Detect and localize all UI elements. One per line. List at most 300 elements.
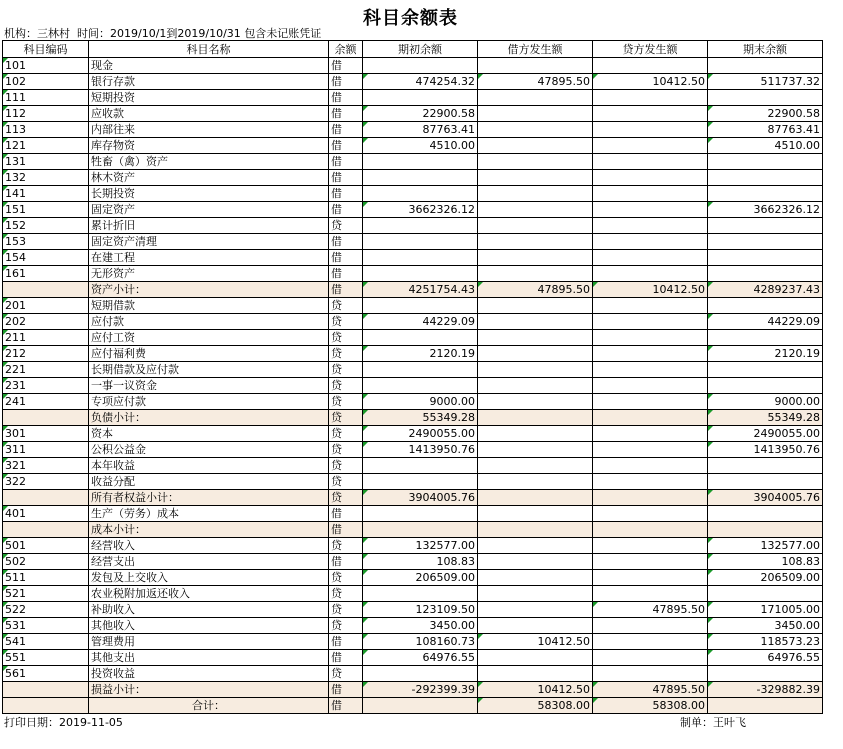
debit-amount-cell[interactable] (478, 234, 593, 250)
account-name-cell[interactable]: 经营收入 (89, 538, 329, 554)
account-name-cell[interactable]: 应收款 (89, 106, 329, 122)
account-code-cell[interactable]: 141 (3, 186, 89, 202)
balance-direction-cell[interactable]: 借 (329, 554, 363, 570)
account-name-cell[interactable]: 长期投资 (89, 186, 329, 202)
opening-balance-cell[interactable] (363, 458, 478, 474)
credit-amount-cell[interactable] (593, 650, 708, 666)
account-code-cell[interactable] (3, 522, 89, 538)
account-name-cell[interactable]: 林木资产 (89, 170, 329, 186)
account-code-cell[interactable]: 221 (3, 362, 89, 378)
credit-amount-cell[interactable]: 47895.50 (593, 602, 708, 618)
account-code-cell[interactable]: 161 (3, 266, 89, 282)
account-name-cell[interactable]: 农业税附加返还收入 (89, 586, 329, 602)
account-code-cell[interactable]: 401 (3, 506, 89, 522)
balance-direction-cell[interactable]: 借 (329, 250, 363, 266)
closing-balance-cell[interactable]: 1413950.76 (708, 442, 823, 458)
opening-balance-cell[interactable] (363, 266, 478, 282)
closing-balance-cell[interactable] (708, 378, 823, 394)
account-code-cell[interactable]: 102 (3, 74, 89, 90)
balance-direction-cell[interactable]: 贷 (329, 458, 363, 474)
closing-balance-cell[interactable] (708, 218, 823, 234)
opening-balance-cell[interactable] (363, 666, 478, 682)
account-name-cell[interactable]: 管理费用 (89, 634, 329, 650)
closing-balance-cell[interactable] (708, 90, 823, 106)
account-code-cell[interactable]: 101 (3, 58, 89, 74)
balance-direction-cell[interactable]: 借 (329, 266, 363, 282)
opening-balance-cell[interactable]: 44229.09 (363, 314, 478, 330)
account-name-cell[interactable]: 无形资产 (89, 266, 329, 282)
account-code-cell[interactable]: 511 (3, 570, 89, 586)
credit-amount-cell[interactable]: 47895.50 (593, 682, 708, 698)
debit-amount-cell[interactable]: 58308.00 (478, 698, 593, 714)
col-header-direction: 余额 (329, 41, 363, 58)
closing-balance-cell[interactable] (708, 58, 823, 74)
debit-amount-cell[interactable] (478, 602, 593, 618)
account-code-cell[interactable]: 211 (3, 330, 89, 346)
credit-amount-cell[interactable]: 10412.50 (593, 282, 708, 298)
subtotal-row (3, 410, 823, 426)
account-name-cell[interactable]: 长期借款及应付款 (89, 362, 329, 378)
balance-direction-cell[interactable]: 贷 (329, 666, 363, 682)
balance-direction-cell[interactable]: 借 (329, 90, 363, 106)
account-name-cell[interactable]: 收益分配 (89, 474, 329, 490)
account-code-cell[interactable]: 311 (3, 442, 89, 458)
closing-balance-cell[interactable]: 108.83 (708, 554, 823, 570)
col-header-name: 科目名称 (89, 41, 329, 58)
closing-balance-cell[interactable]: 206509.00 (708, 570, 823, 586)
credit-amount-cell[interactable] (593, 618, 708, 634)
account-name-cell[interactable]: 银行存款 (89, 74, 329, 90)
closing-balance-cell[interactable]: -329882.39 (708, 682, 823, 698)
opening-balance-cell[interactable]: 474254.32 (363, 74, 478, 90)
debit-amount-cell[interactable] (478, 474, 593, 490)
balance-direction-cell[interactable]: 贷 (329, 474, 363, 490)
account-code-cell[interactable]: 321 (3, 458, 89, 474)
account-name-cell[interactable]: 所有者权益小计： (89, 490, 329, 506)
debit-amount-cell[interactable] (478, 218, 593, 234)
account-name-cell[interactable]: 短期投资 (89, 90, 329, 106)
debit-amount-cell[interactable] (478, 106, 593, 122)
account-code-cell[interactable]: 111 (3, 90, 89, 106)
closing-balance-cell[interactable] (708, 474, 823, 490)
opening-balance-cell[interactable] (363, 298, 478, 314)
balance-direction-cell[interactable]: 贷 (329, 538, 363, 554)
balance-direction-cell[interactable]: 借 (329, 282, 363, 298)
debit-amount-cell[interactable] (478, 618, 593, 634)
balance-direction-cell[interactable]: 贷 (329, 410, 363, 426)
account-code-cell[interactable]: 201 (3, 298, 89, 314)
credit-amount-cell[interactable] (593, 426, 708, 442)
credit-amount-cell[interactable] (593, 442, 708, 458)
debit-amount-cell[interactable] (478, 154, 593, 170)
account-code-cell[interactable]: 121 (3, 138, 89, 154)
debit-amount-cell[interactable] (478, 458, 593, 474)
opening-balance-cell[interactable] (363, 218, 478, 234)
balance-direction-cell[interactable]: 借 (329, 506, 363, 522)
balance-direction-cell[interactable]: 借 (329, 522, 363, 538)
credit-amount-cell[interactable]: 58308.00 (593, 698, 708, 714)
closing-balance-cell[interactable]: 4289237.43 (708, 282, 823, 298)
credit-amount-cell[interactable] (593, 266, 708, 282)
account-name-cell[interactable]: 生产（劳务）成本 (89, 506, 329, 522)
account-code-cell[interactable]: 113 (3, 122, 89, 138)
opening-balance-cell[interactable]: 2120.19 (363, 346, 478, 362)
table-row (3, 378, 823, 394)
account-code-cell[interactable]: 202 (3, 314, 89, 330)
debit-amount-cell[interactable] (478, 250, 593, 266)
credit-amount-cell[interactable] (593, 218, 708, 234)
balance-direction-cell[interactable]: 贷 (329, 442, 363, 458)
account-code-cell[interactable]: 322 (3, 474, 89, 490)
opening-balance-cell[interactable] (363, 170, 478, 186)
opening-balance-cell[interactable]: 206509.00 (363, 570, 478, 586)
opening-balance-cell[interactable]: 4251754.43 (363, 282, 478, 298)
account-code-cell[interactable]: 531 (3, 618, 89, 634)
debit-amount-cell[interactable] (478, 202, 593, 218)
closing-balance-cell[interactable]: 64976.55 (708, 650, 823, 666)
opening-balance-cell[interactable] (363, 90, 478, 106)
print-date-label: 打印日期： (4, 716, 59, 729)
credit-amount-cell[interactable] (593, 634, 708, 650)
debit-amount-cell[interactable] (478, 330, 593, 346)
account-name-cell[interactable]: 公积公益金 (89, 442, 329, 458)
credit-amount-cell[interactable] (593, 170, 708, 186)
account-code-cell[interactable]: 131 (3, 154, 89, 170)
debit-amount-cell[interactable]: 47895.50 (478, 282, 593, 298)
closing-balance-cell[interactable] (708, 506, 823, 522)
balance-direction-cell[interactable]: 借 (329, 650, 363, 666)
opening-balance-cell[interactable] (363, 234, 478, 250)
debit-amount-cell[interactable] (478, 426, 593, 442)
opening-balance-cell[interactable] (363, 186, 478, 202)
debit-amount-cell[interactable] (478, 362, 593, 378)
opening-balance-cell[interactable] (363, 154, 478, 170)
account-name-cell[interactable]: 固定资产清理 (89, 234, 329, 250)
balance-direction-cell[interactable]: 贷 (329, 330, 363, 346)
balance-direction-cell[interactable]: 借 (329, 106, 363, 122)
credit-amount-cell[interactable] (593, 154, 708, 170)
balance-direction-cell[interactable]: 贷 (329, 314, 363, 330)
account-name-cell[interactable]: 内部往来 (89, 122, 329, 138)
closing-balance-cell[interactable] (708, 698, 823, 714)
balance-direction-cell[interactable]: 借 (329, 170, 363, 186)
credit-amount-cell[interactable]: 10412.50 (593, 74, 708, 90)
credit-amount-cell[interactable] (593, 250, 708, 266)
table-row (3, 74, 823, 90)
account-name-cell[interactable]: 专项应付款 (89, 394, 329, 410)
account-name-cell[interactable]: 补助收入 (89, 602, 329, 618)
credit-amount-cell[interactable] (593, 410, 708, 426)
account-name-cell[interactable]: 短期借款 (89, 298, 329, 314)
opening-balance-cell[interactable] (363, 586, 478, 602)
account-name-cell[interactable]: 本年收益 (89, 458, 329, 474)
credit-amount-cell[interactable] (593, 362, 708, 378)
balance-direction-cell[interactable]: 贷 (329, 362, 363, 378)
closing-balance-cell[interactable] (708, 666, 823, 682)
balance-direction-cell[interactable]: 借 (329, 698, 363, 714)
credit-amount-cell[interactable] (593, 330, 708, 346)
closing-balance-cell[interactable] (708, 586, 823, 602)
debit-amount-cell[interactable] (478, 410, 593, 426)
account-code-cell[interactable]: 154 (3, 250, 89, 266)
account-name-cell[interactable]: 一事一议资金 (89, 378, 329, 394)
closing-balance-cell[interactable] (708, 186, 823, 202)
opening-balance-cell[interactable]: 132577.00 (363, 538, 478, 554)
balance-direction-cell[interactable]: 借 (329, 58, 363, 74)
debit-amount-cell[interactable] (478, 442, 593, 458)
credit-amount-cell[interactable] (593, 346, 708, 362)
account-code-cell[interactable]: 132 (3, 170, 89, 186)
account-name-cell[interactable]: 成本小计： (89, 522, 329, 538)
closing-balance-cell[interactable]: 2490055.00 (708, 426, 823, 442)
account-name-cell[interactable]: 投资收益 (89, 666, 329, 682)
debit-amount-cell[interactable] (478, 650, 593, 666)
account-code-cell[interactable]: 231 (3, 378, 89, 394)
closing-balance-cell[interactable] (708, 362, 823, 378)
account-code-cell[interactable]: 522 (3, 602, 89, 618)
balance-direction-cell[interactable]: 借 (329, 154, 363, 170)
closing-balance-cell[interactable]: 55349.28 (708, 410, 823, 426)
account-name-cell[interactable]: 资产小计： (89, 282, 329, 298)
credit-amount-cell[interactable] (593, 90, 708, 106)
debit-amount-cell[interactable]: 10412.50 (478, 682, 593, 698)
opening-balance-cell[interactable]: 3662326.12 (363, 202, 478, 218)
opening-balance-cell[interactable]: 4510.00 (363, 138, 478, 154)
debit-amount-cell[interactable] (478, 314, 593, 330)
account-code-cell[interactable]: 521 (3, 586, 89, 602)
col-header-debit: 借方发生额 (478, 41, 593, 58)
account-name-cell[interactable]: 在建工程 (89, 250, 329, 266)
closing-balance-cell[interactable]: 2120.19 (708, 346, 823, 362)
debit-amount-cell[interactable] (478, 58, 593, 74)
balance-direction-cell[interactable]: 借 (329, 682, 363, 698)
account-code-cell[interactable]: 212 (3, 346, 89, 362)
balance-direction-cell[interactable]: 贷 (329, 346, 363, 362)
closing-balance-cell[interactable] (708, 154, 823, 170)
account-name-cell[interactable]: 库存物资 (89, 138, 329, 154)
account-name-cell[interactable]: 损益小计： (89, 682, 329, 698)
account-name-cell[interactable]: 累计折旧 (89, 218, 329, 234)
opening-balance-cell[interactable] (363, 58, 478, 74)
opening-balance-cell[interactable]: 2490055.00 (363, 426, 478, 442)
credit-amount-cell[interactable] (593, 314, 708, 330)
closing-balance-cell[interactable]: 3450.00 (708, 618, 823, 634)
debit-amount-cell[interactable] (478, 266, 593, 282)
closing-balance-cell[interactable]: 132577.00 (708, 538, 823, 554)
account-code-cell[interactable]: 301 (3, 426, 89, 442)
balance-direction-cell[interactable]: 贷 (329, 586, 363, 602)
debit-amount-cell[interactable] (478, 522, 593, 538)
debit-amount-cell[interactable] (478, 666, 593, 682)
credit-amount-cell[interactable] (593, 394, 708, 410)
debit-amount-cell[interactable] (478, 186, 593, 202)
debit-amount-cell[interactable] (478, 506, 593, 522)
balance-direction-cell[interactable]: 贷 (329, 378, 363, 394)
closing-balance-cell[interactable]: 9000.00 (708, 394, 823, 410)
account-name-cell[interactable]: 其他收入 (89, 618, 329, 634)
closing-balance-cell[interactable] (708, 266, 823, 282)
account-code-cell[interactable] (3, 410, 89, 426)
opening-balance-cell[interactable] (363, 522, 478, 538)
credit-amount-cell[interactable] (593, 506, 708, 522)
account-name-cell[interactable]: 固定资产 (89, 202, 329, 218)
account-name-cell[interactable]: 合计： (89, 698, 329, 714)
account-name-cell[interactable]: 现金 (89, 58, 329, 74)
opening-balance-cell[interactable] (363, 474, 478, 490)
debit-amount-cell[interactable] (478, 394, 593, 410)
balance-direction-cell[interactable]: 贷 (329, 394, 363, 410)
balance-direction-cell[interactable]: 贷 (329, 218, 363, 234)
closing-balance-cell[interactable]: 171005.00 (708, 602, 823, 618)
opening-balance-cell[interactable]: 22900.58 (363, 106, 478, 122)
closing-balance-cell[interactable]: 511737.32 (708, 74, 823, 90)
account-name-cell[interactable]: 应付工资 (89, 330, 329, 346)
opening-balance-cell[interactable]: 9000.00 (363, 394, 478, 410)
credit-amount-cell[interactable] (593, 58, 708, 74)
account-code-cell[interactable]: 152 (3, 218, 89, 234)
account-code-cell[interactable]: 551 (3, 650, 89, 666)
closing-balance-cell[interactable] (708, 522, 823, 538)
debit-amount-cell[interactable] (478, 538, 593, 554)
debit-amount-cell[interactable] (478, 490, 593, 506)
account-code-cell[interactable]: 561 (3, 666, 89, 682)
balance-direction-cell[interactable]: 借 (329, 234, 363, 250)
opening-balance-cell[interactable] (363, 362, 478, 378)
debit-amount-cell[interactable] (478, 170, 593, 186)
closing-balance-cell[interactable]: 4510.00 (708, 138, 823, 154)
account-code-cell[interactable]: 501 (3, 538, 89, 554)
balance-direction-cell[interactable]: 借 (329, 122, 363, 138)
col-header-code: 科目编码 (3, 41, 89, 58)
balance-direction-cell[interactable]: 借 (329, 634, 363, 650)
account-name-cell[interactable]: 经营支出 (89, 554, 329, 570)
opening-balance-cell[interactable] (363, 330, 478, 346)
account-code-cell[interactable]: 112 (3, 106, 89, 122)
opening-balance-cell[interactable]: 55349.28 (363, 410, 478, 426)
closing-balance-cell[interactable]: 44229.09 (708, 314, 823, 330)
debit-amount-cell[interactable] (478, 298, 593, 314)
opening-balance-cell[interactable]: 1413950.76 (363, 442, 478, 458)
debit-amount-cell[interactable] (478, 122, 593, 138)
closing-balance-cell[interactable] (708, 458, 823, 474)
table-row (3, 122, 823, 138)
opening-balance-cell[interactable]: 108.83 (363, 554, 478, 570)
account-name-cell[interactable]: 负债小计： (89, 410, 329, 426)
balance-direction-cell[interactable]: 借 (329, 74, 363, 90)
opening-balance-cell[interactable]: 3450.00 (363, 618, 478, 634)
balance-direction-cell[interactable]: 贷 (329, 426, 363, 442)
credit-amount-cell[interactable] (593, 474, 708, 490)
closing-balance-cell[interactable]: 3662326.12 (708, 202, 823, 218)
account-name-cell[interactable]: 牲畜（禽）资产 (89, 154, 329, 170)
account-name-cell[interactable]: 发包及上交收入 (89, 570, 329, 586)
debit-amount-cell[interactable]: 47895.50 (478, 74, 593, 90)
balance-direction-cell[interactable]: 借 (329, 138, 363, 154)
opening-balance-cell[interactable]: -292399.39 (363, 682, 478, 698)
account-code-cell[interactable]: 151 (3, 202, 89, 218)
account-code-cell[interactable] (3, 682, 89, 698)
col-header-credit: 贷方发生额 (593, 41, 708, 58)
closing-balance-cell[interactable] (708, 330, 823, 346)
opening-balance-cell[interactable] (363, 698, 478, 714)
balance-direction-cell[interactable]: 贷 (329, 602, 363, 618)
credit-amount-cell[interactable] (593, 490, 708, 506)
opening-balance-cell[interactable]: 64976.55 (363, 650, 478, 666)
credit-amount-cell[interactable] (593, 538, 708, 554)
credit-amount-cell[interactable] (593, 458, 708, 474)
closing-balance-cell[interactable]: 22900.58 (708, 106, 823, 122)
closing-balance-cell[interactable] (708, 250, 823, 266)
table-row (3, 346, 823, 362)
balance-direction-cell[interactable]: 借 (329, 202, 363, 218)
opening-balance-cell[interactable] (363, 250, 478, 266)
debit-amount-cell[interactable] (478, 346, 593, 362)
debit-amount-cell[interactable] (478, 554, 593, 570)
debit-amount-cell[interactable] (478, 586, 593, 602)
closing-balance-cell[interactable]: 118573.23 (708, 634, 823, 650)
credit-amount-cell[interactable] (593, 186, 708, 202)
closing-balance-cell[interactable] (708, 234, 823, 250)
closing-balance-cell[interactable]: 87763.41 (708, 122, 823, 138)
credit-amount-cell[interactable] (593, 122, 708, 138)
balance-direction-cell[interactable]: 贷 (329, 570, 363, 586)
account-name-cell[interactable]: 其他支出 (89, 650, 329, 666)
credit-amount-cell[interactable] (593, 522, 708, 538)
account-code-cell[interactable] (3, 490, 89, 506)
opening-balance-cell[interactable]: 87763.41 (363, 122, 478, 138)
table-row (3, 234, 823, 250)
credit-amount-cell[interactable] (593, 202, 708, 218)
account-code-cell[interactable] (3, 698, 89, 714)
debit-amount-cell[interactable] (478, 90, 593, 106)
credit-amount-cell[interactable] (593, 106, 708, 122)
account-code-cell[interactable]: 153 (3, 234, 89, 250)
debit-amount-cell[interactable] (478, 570, 593, 586)
balance-direction-cell[interactable]: 贷 (329, 490, 363, 506)
org-label: 机构： (4, 27, 37, 40)
account-name-cell[interactable]: 资本 (89, 426, 329, 442)
debit-amount-cell[interactable] (478, 138, 593, 154)
account-name-cell[interactable]: 应付款 (89, 314, 329, 330)
credit-amount-cell[interactable] (593, 554, 708, 570)
opening-balance-cell[interactable]: 3904005.76 (363, 490, 478, 506)
account-code-cell[interactable] (3, 282, 89, 298)
account-name-cell[interactable]: 应付福利费 (89, 346, 329, 362)
credit-amount-cell[interactable] (593, 298, 708, 314)
account-code-cell[interactable]: 541 (3, 634, 89, 650)
credit-amount-cell[interactable] (593, 138, 708, 154)
debit-amount-cell[interactable]: 10412.50 (478, 634, 593, 650)
opening-balance-cell[interactable]: 108160.73 (363, 634, 478, 650)
credit-amount-cell[interactable] (593, 378, 708, 394)
credit-amount-cell[interactable] (593, 586, 708, 602)
opening-balance-cell[interactable]: 123109.50 (363, 602, 478, 618)
credit-amount-cell[interactable] (593, 234, 708, 250)
credit-amount-cell[interactable] (593, 666, 708, 682)
closing-balance-cell[interactable] (708, 170, 823, 186)
closing-balance-cell[interactable] (708, 298, 823, 314)
balance-direction-cell[interactable]: 借 (329, 186, 363, 202)
debit-amount-cell[interactable] (478, 378, 593, 394)
balance-direction-cell[interactable]: 贷 (329, 618, 363, 634)
opening-balance-cell[interactable] (363, 378, 478, 394)
closing-balance-cell[interactable]: 3904005.76 (708, 490, 823, 506)
credit-amount-cell[interactable] (593, 570, 708, 586)
account-code-cell[interactable]: 241 (3, 394, 89, 410)
opening-balance-cell[interactable] (363, 506, 478, 522)
account-code-cell[interactable]: 502 (3, 554, 89, 570)
balance-direction-cell[interactable]: 贷 (329, 298, 363, 314)
